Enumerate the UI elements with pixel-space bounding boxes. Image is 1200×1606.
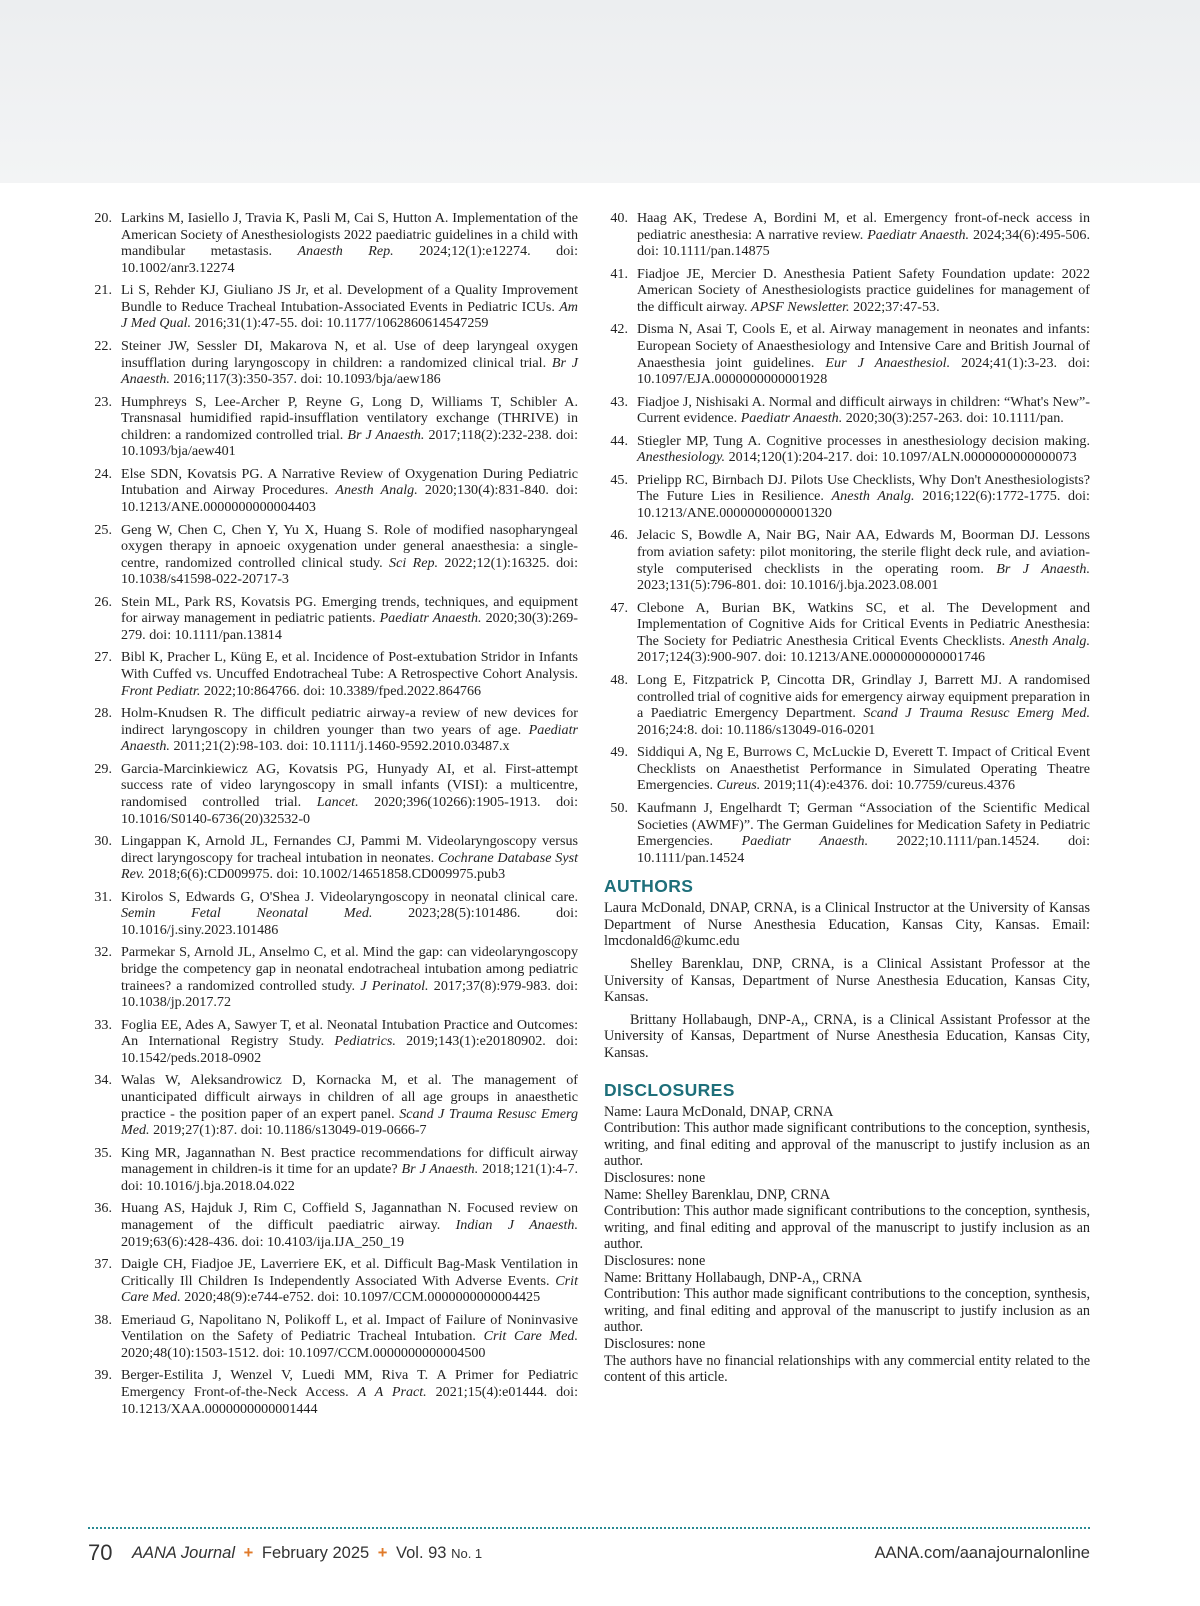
- reference-text: [121, 466, 578, 515]
- disclosure-line: Name: Shelley Barenklau, DNP, CRNA: [604, 1186, 831, 1203]
- reference-text: [121, 594, 578, 643]
- reference-citation-details: 2014;120(1):204-217. doi: 10.1097/ALN.0000000000000073: [725, 449, 1077, 466]
- reference-journal: Indian J Anaesth.: [455, 1216, 578, 1233]
- reference-text: [121, 1256, 578, 1305]
- disclosure-line: Disclosures: none: [604, 1252, 706, 1269]
- reference-journal: Anesthesiology.: [637, 449, 726, 466]
- reference-text: [121, 889, 578, 938]
- reference-journal: Scand J Trauma Resusc Emerg Med.: [863, 705, 1091, 722]
- reference-authors-title: Walas W, Aleksandrowicz D, Kornacka M, et al. The management of unanticipated difficult airways in children of all age groups in anaesthetic practice - the position paper of an expert panel.: [121, 1072, 578, 1122]
- right-column: [604, 210, 1090, 1386]
- reference-text: [637, 800, 1090, 866]
- reference-text: [637, 266, 1090, 315]
- reference-citation-details: 2023;131(5):796-801. doi: 10.1016/j.bja.2023.08.001: [637, 577, 939, 594]
- reference-text: [121, 1072, 578, 1138]
- reference-item: [88, 833, 578, 883]
- reference-citation-details: 2019;27(1):87. doi: 10.1186/s13049-019-0666-7: [149, 1122, 427, 1139]
- reference-text: [121, 1312, 578, 1361]
- issue-date: February 2025: [261, 1544, 370, 1562]
- reference-journal: APSF Newsletter.: [750, 298, 850, 315]
- reference-authors-title: Siddiqui A, Ng E, Burrows C, McLuckie D, Everett T. Impact of Critical Event Checklists on Anaesthetist Performance in Simulated Operating Theatre Emergencies.: [637, 744, 1090, 794]
- reference-authors-title: Fiadjoe JE, Mercier D. Anesthesia Patient Safety Foundation update: 2022 American Society of Anesthesiologists practice guidelines for management of the difficult airway.: [637, 265, 1090, 315]
- reference-text: [637, 600, 1090, 666]
- reference-authors-title: Kaufmann J, Engelhardt T; German “Association of the Scientific Medical Societies (AWMF)”. The German Guidelines for Medication Safety in Pediatric Emergencies.: [637, 799, 1090, 850]
- reference-citation-details: 2018;121(1):4-7. doi: 10.1016/j.bja.2018.04.022: [121, 1161, 578, 1194]
- reference-journal: Paediatr Anaesth.: [740, 410, 843, 427]
- reference-text: [121, 833, 578, 882]
- reference-authors-title: Huang AS, Hajduk J, Rim C, Coffield S, Jagannathan N. Focused review on management of the difficult paediatric airway.: [121, 1200, 578, 1233]
- reference-authors-title: Haag AK, Tredese A, Bordini M, et al. Emergency front-of-neck access in pediatric anesthesia: A narrative review.: [637, 210, 1090, 243]
- reference-text: [121, 210, 578, 276]
- authors-heading: AUTHORS: [604, 876, 694, 897]
- disclosure-line: Contribution: This author made significant contributions to the conception, synthesis, writing, and final editing and approval of the manuscript to justify inclusion as an author.: [604, 1203, 1090, 1253]
- reference-number: 30.: [94, 833, 112, 850]
- reference-text: [637, 744, 1090, 793]
- reference-number: 21.: [94, 282, 112, 299]
- author-bio-1: Laura McDonald, DNAP, CRNA, is a Clinical Instructor at the University of Kansas Department of Nurse Anesthesia Education, Kansas City, Kansas. Email: lmcdonald6@kumc.edu: [604, 900, 1090, 950]
- reference-citation-details: 2024;12(1):e12274. doi: 10.1002/anr3.12274: [121, 243, 578, 276]
- reference-text: [121, 761, 578, 827]
- reference-journal: Anaesth Rep.: [297, 243, 394, 260]
- reference-authors-title: Emeriaud G, Napolitano N, Polikoff L, et al. Impact of Failure of Noninvasive Ventilation on the Safety of Pediatric Tracheal Intubation.: [121, 1311, 578, 1345]
- reference-authors-title: Bibl K, Pracher L, Küng E, et al. Incidence of Post-extubation Stridor in Infants With Cuffed vs. Uncuffed Endotracheal Tube: A Retrospective Cohort Analysis.: [121, 649, 578, 683]
- reference-authors-title: Lingappan K, Arnold JL, Fernandes CJ, Pammi M. Videolaryngoscopy versus direct laryngoscopy for tracheal intubation in neonates.: [121, 833, 578, 866]
- reference-item: [88, 1367, 578, 1417]
- reference-journal: Front Pediatr.: [121, 682, 201, 699]
- reference-citation-details: 2020;48(10):1503-1512. doi: 10.1097/CCM.0000000000004500: [121, 1344, 486, 1361]
- reference-number: 46.: [610, 527, 628, 544]
- reference-item: [604, 472, 1090, 522]
- reference-item: [604, 527, 1090, 593]
- reference-text: [121, 705, 578, 754]
- reference-number: 34.: [94, 1072, 112, 1089]
- reference-item: [88, 705, 578, 755]
- reference-citation-details: 2011;21(2):98-103. doi: 10.1111/j.1460-9592.2010.03487.x: [169, 738, 510, 755]
- reference-citation-details: 2020;30(3):257-263. doi: 10.1111/pan.: [842, 410, 1064, 427]
- reference-journal: Anesth Analg.: [831, 488, 915, 505]
- volume: Vol. 93: [396, 1544, 447, 1562]
- footer-divider: [88, 1527, 1090, 1529]
- reference-number: 31.: [94, 888, 112, 905]
- reference-text: [121, 944, 578, 1010]
- reference-authors-title: Garcia-Marcinkiewicz AG, Kovatsis PG, Hunyady AI, et al. First-attempt success rate of video laryngoscopy in small infants (VISI): a multicentre, randomised controlled trial.: [121, 760, 578, 811]
- reference-citation-details: 2021;15(4):e01444. doi: 10.1213/XAA.0000000000001444: [121, 1383, 578, 1417]
- reference-journal: A A Pract.: [357, 1383, 427, 1400]
- disclosure-line: Contribution: This author made significant contributions to the conception, synthesis, writing, and final editing and approval of the manuscript to justify inclusion as an author.: [604, 1120, 1090, 1170]
- reference-number: 50.: [610, 799, 628, 816]
- reference-item: [604, 394, 1090, 427]
- reference-citation-details: 2019;143(1):e20180902. doi: 10.1542/peds.2018-0902: [121, 1033, 578, 1066]
- reference-journal: Br J Anaesth.: [121, 354, 578, 388]
- reference-number: 32.: [94, 944, 112, 961]
- reference-number: 39.: [94, 1367, 112, 1384]
- reference-number: 37.: [94, 1255, 112, 1272]
- reference-authors-title: Holm-Knudsen R. The difficult pediatric airway-a review of new devices for indirect laryngoscopy in children younger than two years of age.: [121, 705, 578, 738]
- reference-journal: Cochrane Database Syst Rev.: [121, 849, 579, 883]
- reference-number: 42.: [610, 321, 628, 338]
- reference-citation-details: 2020;30(3):269-279. doi: 10.1111/pan.13814: [121, 610, 578, 643]
- reference-citation-details: 2016;24:8. doi: 10.1186/s13049-016-0201: [637, 721, 876, 738]
- reference-number: 25.: [94, 521, 112, 538]
- reference-text: [121, 1017, 578, 1066]
- disclosures-section: [604, 1080, 1090, 1386]
- reference-citation-details: 2022;12(1):16325. doi: 10.1038/s41598-022-20717-3: [121, 554, 578, 588]
- disclosure-line: Name: Brittany Hollabaugh, DNP-A,, CRNA: [604, 1269, 863, 1286]
- reference-journal: Am J Med Qual.: [121, 298, 578, 332]
- reference-text: [121, 338, 578, 387]
- reference-authors-title: Disma N, Asai T, Cools E, et al. Airway management in neonates and infants: European Society of Anaesthesiology and Intensive Care and British Journal of Anaesthesia joint guidelines.: [637, 321, 1090, 371]
- reference-number: 40.: [610, 210, 628, 226]
- reference-authors-title: Berger-Estilita J, Wenzel V, Luedi MM, Riva T. A Primer for Pediatric Emergency Front-of-the-Neck Access.: [121, 1367, 578, 1400]
- plus-separator-icon: +: [243, 1544, 254, 1562]
- authors-section: [604, 876, 1090, 1061]
- disclosure-line: Contribution: This author made significant contributions to the conception, synthesis, writing, and final editing and approval of the manuscript to justify inclusion as an author.: [604, 1286, 1090, 1336]
- reference-number: 22.: [94, 337, 112, 354]
- reference-citation-details: 2016;31(1):47-55. doi: 10.1177/1062860614547259: [191, 315, 489, 332]
- disclosures-heading: DISCLOSURES: [604, 1079, 735, 1100]
- left-column: [88, 210, 578, 1423]
- reference-authors-title: Stein ML, Park RS, Kovatsis PG. Emerging trends, techniques, and equipment for airway management in pediatric patients.: [121, 593, 578, 627]
- reference-text: [637, 394, 1090, 427]
- reference-item: [88, 1256, 578, 1306]
- plus-separator-icon: +: [377, 1544, 388, 1562]
- issue-number: No. 1: [451, 1546, 483, 1561]
- reference-item: [88, 338, 578, 388]
- header-band: [0, 0, 1200, 183]
- reference-journal: Crit Care Med.: [121, 1272, 578, 1306]
- disclosure-line: Disclosures: none: [604, 1170, 706, 1186]
- reference-journal: Sci Rep.: [389, 554, 439, 571]
- reference-journal: Pediatrics.: [334, 1033, 396, 1050]
- reference-journal: Paediatr Anaesth.: [379, 610, 482, 627]
- reference-text: [121, 1200, 578, 1249]
- reference-item: [604, 321, 1090, 387]
- reference-number: 24.: [94, 465, 112, 482]
- reference-journal: Paediatr Anaesth.: [867, 226, 970, 243]
- reference-journal: Anesth Analg.: [335, 482, 418, 499]
- reference-authors-title: Long E, Fitzpatrick P, Cincotta DR, Grindlay J, Barrett MJ. A randomised controlled trial of cognitive aids for emergency airway equipment preparation in a Paediatric Emergency Department.: [637, 671, 1090, 722]
- reference-text: [637, 433, 1090, 466]
- reference-item: [604, 210, 1090, 260]
- reference-citation-details: 2018;6(6):CD009975. doi: 10.1002/14651858.CD009975.pub3: [144, 866, 506, 883]
- reference-text: [637, 672, 1090, 738]
- reference-number: 49.: [610, 744, 628, 761]
- reference-text: [121, 1145, 578, 1194]
- page-number: 70: [88, 1540, 113, 1565]
- reference-citation-details: 2024;34(6):495-506. doi: 10.1111/pan.14875: [637, 226, 1090, 260]
- reference-item: [88, 1200, 578, 1250]
- reference-journal: Lancet.: [316, 794, 359, 811]
- reference-item: [88, 889, 578, 939]
- reference-text: [637, 321, 1090, 387]
- reference-item: [88, 1017, 578, 1067]
- reference-text: [637, 527, 1090, 593]
- reference-number: 33.: [94, 1016, 112, 1033]
- reference-authors-title: Parmekar S, Arnold JL, Anselmo C, et al. Mind the gap: can videolaryngoscopy bridge the competency gap in neonatal endotracheal intubation among pediatric trainees? a randomized controlled study.: [121, 944, 578, 994]
- reference-journal: Br J Anaesth.: [996, 560, 1090, 577]
- reference-item: [88, 1145, 578, 1195]
- reference-citation-details: 2019;63(6):428-436. doi: 10.4103/ija.IJA_250_19: [121, 1233, 405, 1250]
- reference-item: [88, 394, 578, 460]
- reference-journal: Semin Fetal Neonatal Med.: [121, 905, 373, 922]
- reference-item: [88, 594, 578, 644]
- reference-text: [121, 522, 578, 588]
- reference-journal: Scand J Trauma Resusc Emerg Med.: [121, 1105, 579, 1139]
- reference-journal: Br J Anaesth.: [347, 426, 425, 443]
- reference-item: [88, 1072, 578, 1138]
- reference-number: 44.: [610, 432, 628, 449]
- reference-item: [604, 800, 1090, 866]
- reference-text: [121, 1367, 578, 1416]
- reference-item: [88, 210, 578, 276]
- journal-url-link[interactable]: AANA.com/aanajournalonline: [874, 1544, 1090, 1562]
- disclosure-line: Disclosures: none: [604, 1335, 706, 1352]
- issue-info: [132, 1544, 482, 1563]
- reference-authors-title: King MR, Jagannathan N. Best practice recommendations for difficult airway management in children-is it time for an update?: [121, 1144, 578, 1178]
- reference-citation-details: 2016;122(6):1772-1775. doi: 10.1213/ANE.0000000000001320: [637, 488, 1090, 521]
- reference-journal: Paediatr Anaesth.: [121, 721, 578, 755]
- reference-number: 41.: [610, 265, 628, 282]
- reference-citation-details: 2017;124(3):900-907. doi: 10.1213/ANE.0000000000001746: [637, 649, 986, 666]
- reference-number: 27.: [94, 649, 112, 666]
- reference-item: [88, 761, 578, 827]
- reference-citation-details: 2020;48(9):e744-e752. doi: 10.1097/CCM.0000000000004425: [180, 1289, 541, 1306]
- reference-item: [604, 744, 1090, 794]
- reference-journal: J Perinatol.: [360, 977, 429, 994]
- reference-number: 26.: [94, 593, 112, 610]
- reference-item: [88, 282, 578, 332]
- reference-journal: Eur J Anaesthesiol.: [825, 354, 951, 371]
- disclosure-line: The authors have no financial relationships with any commercial entity related to the content of this article.: [604, 1352, 1090, 1386]
- reference-item: [88, 1312, 578, 1362]
- reference-citation-details: 2020;396(10266):1905-1913. doi: 10.1016/S0140-6736(20)32532-0: [121, 794, 578, 827]
- reference-citation-details: 2024;41(1):3-23. doi: 10.1097/EJA.0000000000001928: [637, 354, 1090, 388]
- reference-citation-details: 2017;118(2):232-238. doi: 10.1093/bja/aew401: [121, 426, 578, 460]
- disclosure-line: Name: Laura McDonald, DNAP, CRNA: [604, 1103, 834, 1120]
- reference-citation-details: 2016;117(3):350-357. doi: 10.1093/bja/aew186: [169, 371, 441, 388]
- reference-item: [604, 266, 1090, 316]
- reference-authors-title: Geng W, Chen C, Chen Y, Yu X, Huang S. Role of modified nasopharyngeal oxygen therapy in apnoeic oxygenation under general anaesthesia: a single-centre, randomized controlled clinical study.: [121, 521, 578, 571]
- reference-authors-title: Kirolos S, Edwards G, O'Shea J. Videolaryngoscopy in neonatal clinical care.: [121, 888, 578, 905]
- reference-text: [121, 282, 578, 331]
- reference-item: [88, 466, 578, 516]
- reference-list-left: [88, 210, 578, 1417]
- reference-authors-title: Jelacic S, Bowdle A, Nair BG, Nair AA, Edwards M, Boorman DJ. Lessons from aviation safety: pilot monitoring, the sterile flight deck rule, and aviation-style computerised checklists in the operating room.: [637, 527, 1090, 577]
- reference-citation-details: 2019;11(4):e4376. doi: 10.7759/cureus.4376: [760, 777, 1016, 794]
- reference-authors-title: Clebone A, Burian BK, Watkins SC, et al. The Development and Implementation of Cognitive Aids for Critical Events in Pediatric Anesthesia: The Society for Pediatric Anesthesia Critical Events Checklists.: [637, 599, 1090, 649]
- reference-number: 43.: [610, 393, 628, 410]
- reference-item: [88, 944, 578, 1010]
- reference-item: [604, 600, 1090, 666]
- reference-number: 38.: [94, 1311, 112, 1328]
- reference-citation-details: 2023;28(5):101486. doi: 10.1016/j.siny.2023.101486: [121, 905, 578, 938]
- journal-name: AANA Journal: [132, 1544, 236, 1562]
- reference-journal: Paediatr Anaesth.: [741, 833, 869, 850]
- reference-item: [88, 649, 578, 699]
- reference-authors-title: Humphreys S, Lee-Archer P, Reyne G, Long D, Williams T, Schibler A. Transnasal humidified rapid-insufflation ventilatory exchange (THRIVE) in children: a randomized controlled trial.: [121, 393, 578, 443]
- reference-journal: Cureus.: [716, 777, 761, 794]
- reference-number: 47.: [610, 599, 628, 616]
- reference-number: 35.: [94, 1144, 112, 1161]
- reference-authors-title: Fiadjoe J, Nishisaki A. Normal and difficult airways in children: “What's New”-Current evidence.: [637, 393, 1090, 427]
- reference-number: 29.: [94, 760, 112, 777]
- reference-item: [604, 672, 1090, 738]
- reference-journal: Crit Care Med.: [483, 1328, 578, 1345]
- reference-authors-title: Steiner JW, Sessler DI, Makarova N, et al. Use of deep laryngeal oxygen insufflation during laryngoscopy in children: a randomized clinical trial.: [121, 337, 578, 371]
- reference-authors-title: Else SDN, Kovatsis PG. A Narrative Review of Oxygenation During Pediatric Intubation and Airway Procedures.: [121, 465, 578, 499]
- reference-text: [637, 472, 1090, 521]
- reference-number: 48.: [610, 671, 628, 688]
- reference-authors-title: Larkins M, Iasiello J, Travia K, Pasli M, Cai S, Hutton A. Implementation of the American Society of Anesthesiologists 2022 paediatric guidelines in a child with mandibular metastasis.: [121, 210, 578, 260]
- page-footer: [88, 1540, 1090, 1570]
- reference-item: [604, 433, 1090, 466]
- reference-citation-details: 2020;130(4):831-840. doi: 10.1213/ANE.0000000000004403: [121, 482, 578, 516]
- reference-authors-title: Li S, Rehder KJ, Giuliano JS Jr, et al. Development of a Quality Improvement Bundle to Reduce Tracheal Intubation-Associated Events in Pediatric ICUs.: [121, 282, 578, 315]
- reference-item: [88, 522, 578, 588]
- reference-citation-details: 2022;37:47-53.: [849, 298, 940, 315]
- reference-text: [121, 394, 578, 460]
- reference-number: 45.: [610, 471, 628, 488]
- reference-number: 36.: [94, 1200, 112, 1217]
- reference-number: 20.: [94, 210, 112, 226]
- reference-text: [121, 649, 578, 698]
- reference-journal: Br J Anaesth.: [401, 1161, 479, 1178]
- reference-authors-title: Stiegler MP, Tung A. Cognitive processes in anesthesiology decision making.: [637, 432, 1090, 449]
- author-bio-3: Brittany Hollabaugh, DNP-A,, CRNA, is a Clinical Assistant Professor at the University of Kansas, Department of Nurse Anesthesia Education, Kansas City, Kansas.: [604, 1011, 1090, 1062]
- reference-authors-title: Daigle CH, Fiadjoe JE, Laverriere EK, et al. Difficult Bag-Mask Ventilation in Critically Ill Children Is Independently Associated With Adverse Events.: [121, 1255, 578, 1289]
- reference-list-right: [604, 210, 1090, 866]
- reference-citation-details: 2017;37(8):979-983. doi: 10.1038/jp.2017.72: [121, 977, 578, 1011]
- reference-text: [637, 210, 1090, 259]
- reference-number: 28.: [94, 705, 112, 722]
- reference-citation-details: 2022;10.1111/pan.14524. doi: 10.1111/pan.14524: [637, 833, 1090, 866]
- reference-authors-title: Prielipp RC, Birnbach DJ. Pilots Use Checklists, Why Don't Anesthesiologists? The Future Lies in Resilience.: [637, 471, 1090, 505]
- reference-authors-title: Foglia EE, Ades A, Sawyer T, et al. Neonatal Intubation Practice and Outcomes: An International Registry Study.: [121, 1016, 578, 1050]
- reference-number: 23.: [94, 393, 112, 410]
- reference-journal: Anesth Analg.: [1009, 632, 1090, 649]
- author-bio-2: Shelley Barenklau, DNP, CRNA, is a Clinical Assistant Professor at the University of Kansas, Department of Nurse Anesthesia Education, Kansas City, Kansas.: [604, 956, 1090, 1006]
- reference-citation-details: 2022;10:864766. doi: 10.3389/fped.2022.864766: [200, 682, 482, 699]
